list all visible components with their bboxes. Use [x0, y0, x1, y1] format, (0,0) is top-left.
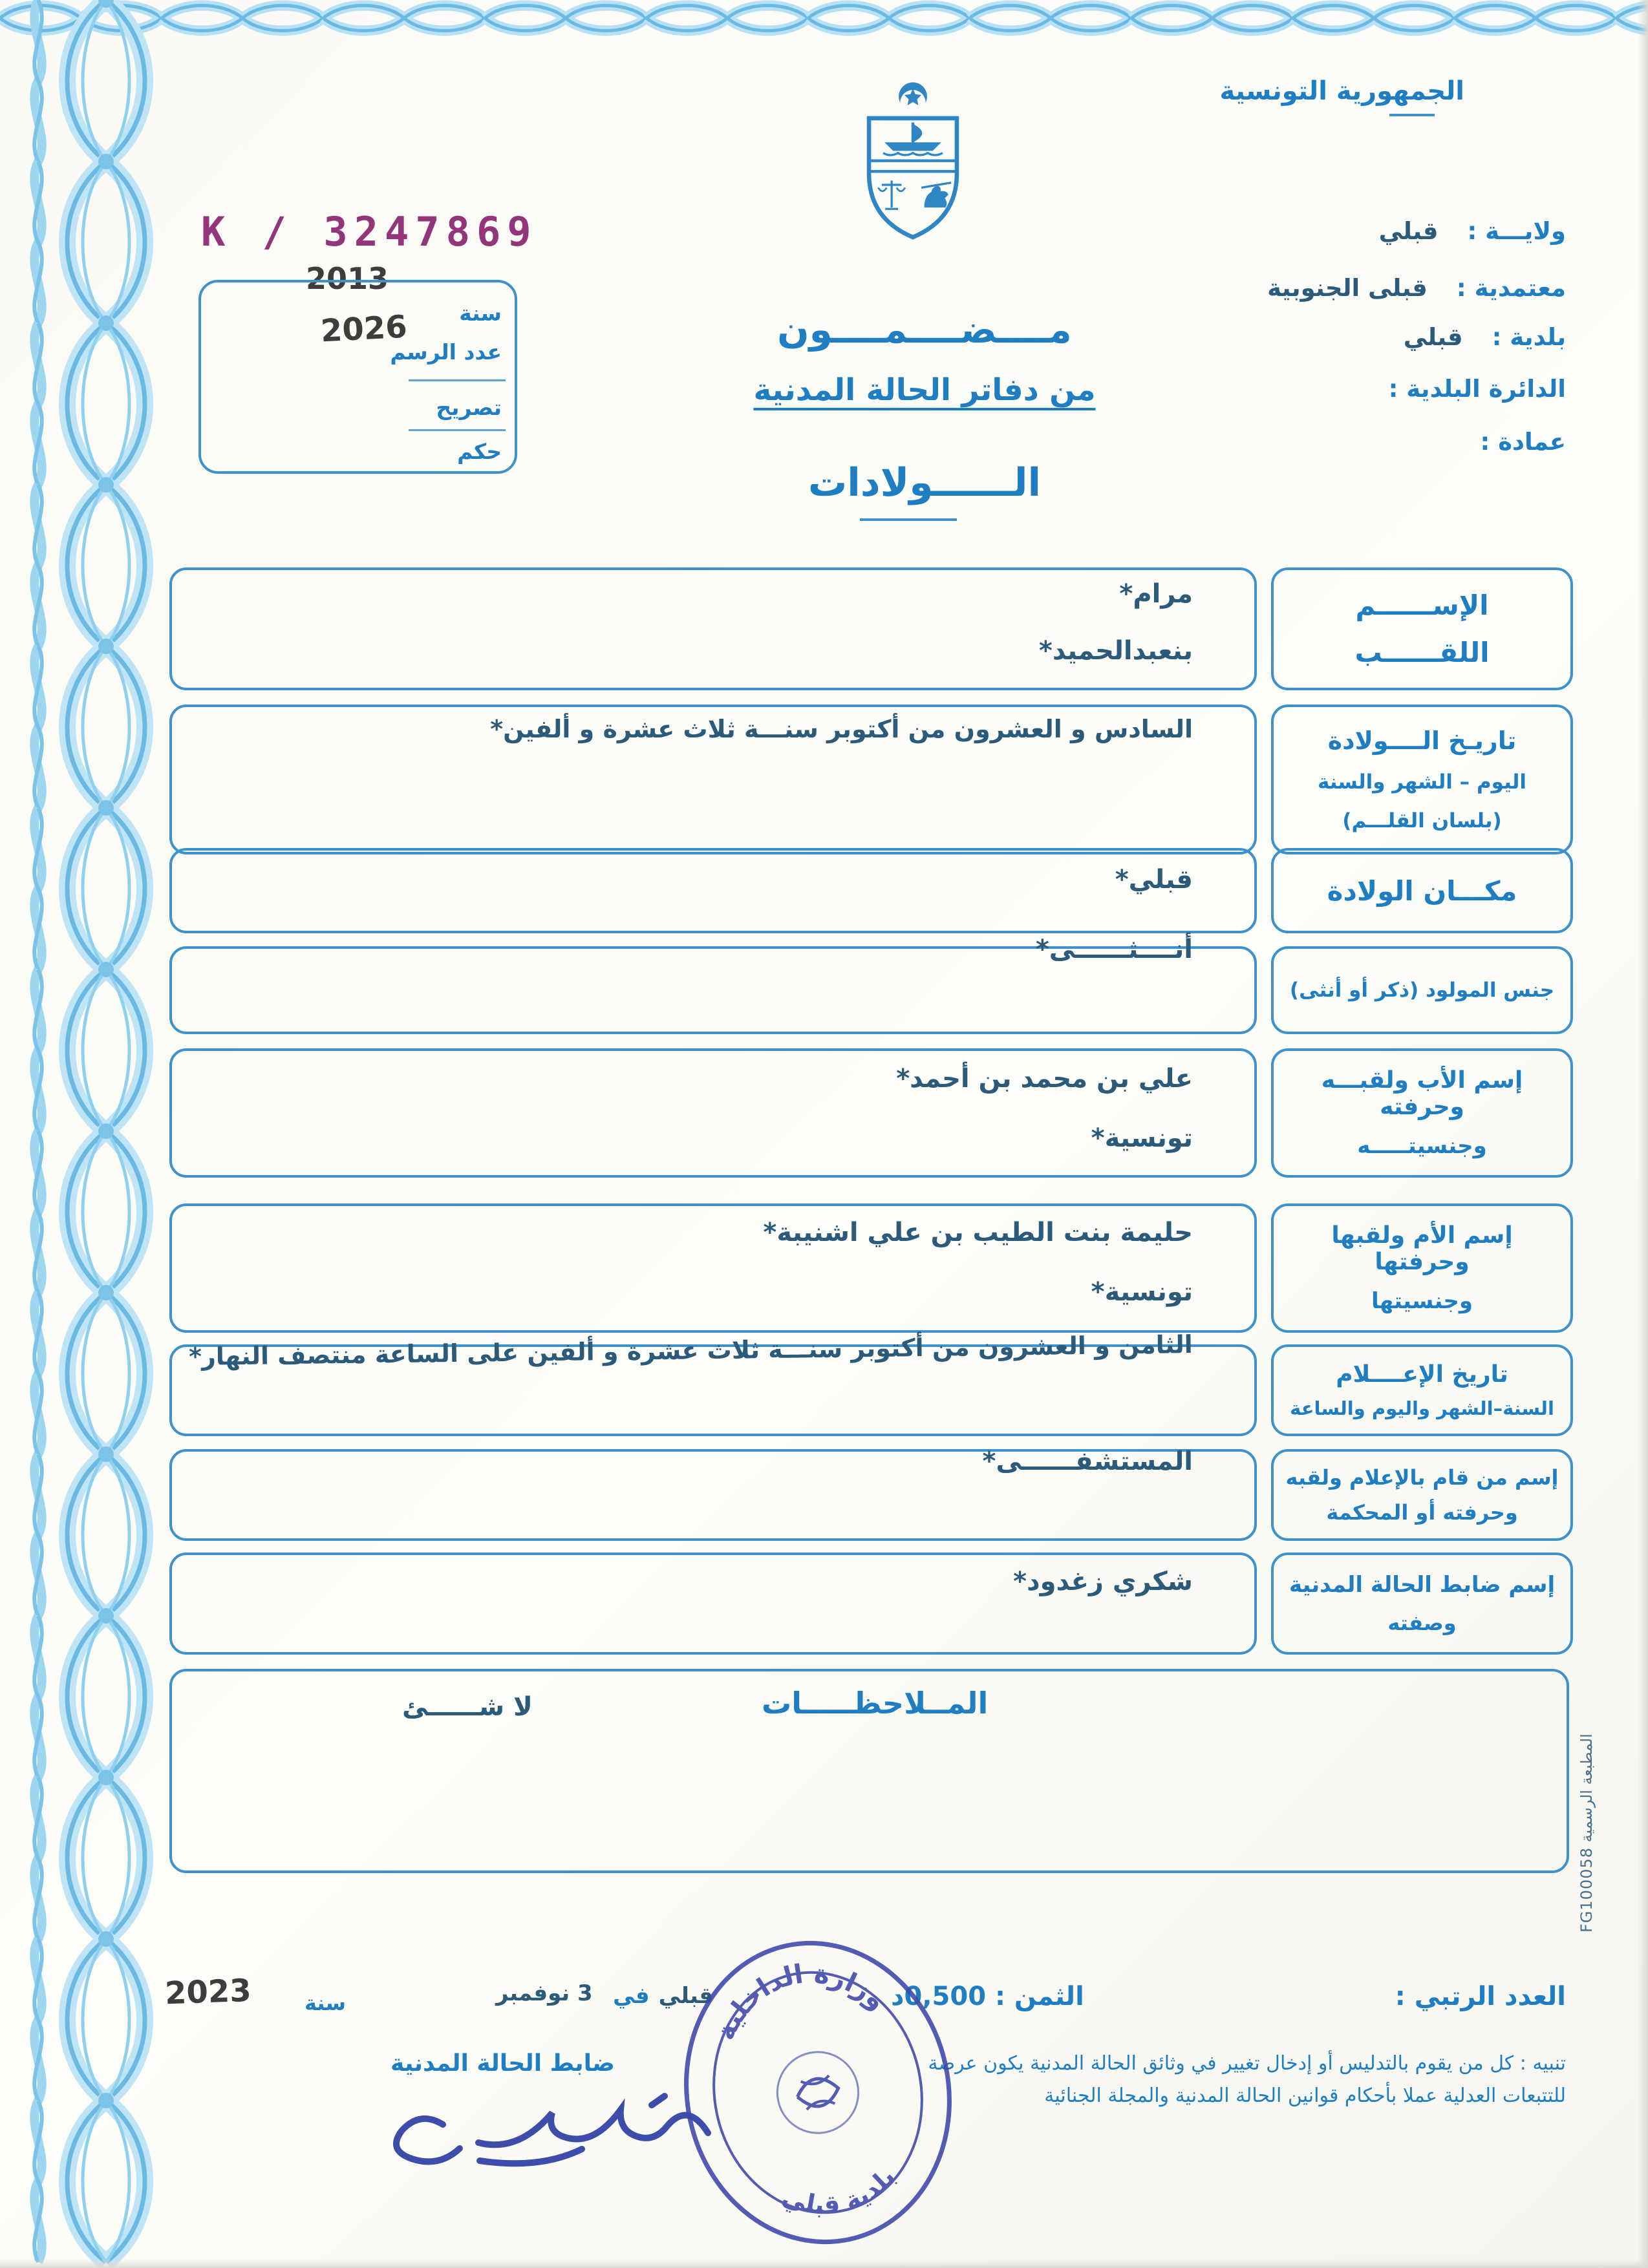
guilloche-left-border [9, 0, 171, 2268]
notify-date-label-cell [1271, 1344, 1573, 1436]
price-label: الثمن : 0,500د [891, 1982, 1084, 2011]
year-word-label: سنة [305, 1991, 346, 2015]
legal-warning-line2: للتتبعات العدلية عملا بأحكام قوانين الحالة المدنية والمجلة الجنائية [1044, 2084, 1566, 2107]
republic-title: الجمهورية التونسية [1219, 76, 1464, 106]
mother-name-label: إسم الأم ولقبها وحرفتها [1331, 1222, 1513, 1276]
delegation-row [1267, 274, 1566, 302]
officer-name-value: شكري زغدود* [1013, 1567, 1193, 1596]
officer-sublabel: وصفته [1387, 1611, 1457, 1635]
notifier-label: إسم من قام بالإعلام ولقبه [1285, 1465, 1559, 1490]
officer-label-cell [1271, 1553, 1573, 1655]
surname-value: بنعبدالحميد* [1038, 636, 1193, 666]
officer-signature [362, 2084, 724, 2194]
republic-underline [1389, 114, 1435, 116]
officer-signature-title: ضابط الحالة المدنية [391, 2050, 615, 2077]
father-nationality-value: تونسية* [1091, 1123, 1193, 1153]
stub-declaration-label: تصريح [436, 395, 502, 420]
guilloche-top-border [0, 0, 1648, 36]
municipality-label: بلدية : [1492, 323, 1566, 351]
first-name-value: مرام* [1119, 579, 1193, 609]
municipality-row [1404, 323, 1566, 351]
birth-date-label: تاريـخ الــــولادة [1327, 726, 1517, 755]
birth-place-label-cell [1271, 848, 1573, 933]
birth-date-value: السادس و العشرون من أكتوبر سنـــة ثلاث عشرة و ألفين* [490, 715, 1193, 743]
stub-year-label: سنة [459, 301, 502, 326]
notifier-value: المستشفــــــى* [982, 1447, 1193, 1476]
mother-nationality-value: تونسية* [1091, 1277, 1193, 1307]
municipality-value: قبلي [1403, 323, 1463, 351]
birth-place-value: قبلي* [1115, 865, 1193, 895]
name-value-cell [169, 567, 1257, 690]
notify-date-value: الثامن و العشرون من أكتوبر سنـــة ثلاث عشرة و ألفين على الساعة منتصف النهار* [189, 1330, 1193, 1371]
father-name-label: إسم الأب ولقبـــه وحرفته [1321, 1067, 1523, 1121]
officer-label: إسم ضابط الحالة المدنية [1289, 1572, 1556, 1598]
registry-stub-box [198, 280, 517, 474]
notify-date-sublabel: السنة–الشهر واليوم والساعة [1290, 1397, 1554, 1420]
in-word-label: في [613, 1983, 650, 2009]
notes-label: المــلاحظـــــات [762, 1686, 989, 1721]
legal-warning-line1: تنبيه : كل من يقوم بالتدليس أو إدخال تغيير في وثائق الحالة المدنية يكون عرضة [928, 2052, 1566, 2075]
father-label-cell [1271, 1048, 1573, 1178]
notifier-label-cell [1271, 1449, 1573, 1541]
serial-digits: 3247869 [323, 208, 538, 255]
first-name-label: الإســــــم [1355, 589, 1489, 621]
title-underline [860, 518, 957, 521]
surname-label: اللقــــــب [1354, 637, 1490, 668]
stub-judgment-label: حكم [457, 439, 502, 464]
mother-name-value: حليمة بنت الطيب بن علي اشنيبة* [763, 1218, 1193, 1247]
handwritten-year-2026: 2026 [319, 308, 408, 350]
title-line2: من دفاتر الحالة المدنية [753, 372, 1096, 408]
wilaya-label: ولايـــة : [1467, 217, 1566, 245]
notes-value: لا شــــــئ [402, 1692, 533, 1722]
wilaya-row [1379, 217, 1566, 245]
legal-warning [906, 2048, 1566, 2112]
title-line1: مــــضــــمــــون [777, 308, 1072, 352]
mother-label-cell [1271, 1203, 1573, 1333]
handwritten-year-2013: 2013 [306, 261, 389, 296]
sex-label-cell [1271, 946, 1573, 1034]
birth-place-label: مكـــان الولادة [1327, 874, 1517, 907]
birth-date-sublabel: اليوم – الشهر والسنة [1317, 770, 1527, 794]
notifier-sublabel: وحرفته أو المحكمة [1326, 1500, 1518, 1525]
sex-label: جنس المولود (ذكر أو أنثى) [1289, 979, 1555, 1002]
scan-edge-shadow-bottom [0, 2259, 1648, 2268]
stamp-bottom-text: بلدية قبلي [778, 2163, 902, 2220]
stub-divider-line [409, 429, 506, 431]
omda-label: عمادة : [1480, 428, 1566, 456]
svg-text:بلدية قبلي [773, 2159, 906, 2231]
birth-date-label-cell [1271, 705, 1573, 854]
father-name-value: علي بن محمد بن أحمد* [896, 1064, 1193, 1094]
title-line3: الــــــولادات [808, 460, 1042, 505]
wilaya-value: قبلي [1378, 217, 1439, 245]
date-value: 3 نوفمبر [496, 1980, 593, 2006]
notify-date-label: تاريخ الإعــــلام [1336, 1361, 1508, 1388]
place-value: قبلي [658, 1983, 714, 2009]
printing-house-reference: المطبعة الرسمية FG100058 [1578, 1733, 1596, 1933]
district-row [1389, 375, 1566, 403]
official-round-stamp [672, 1929, 963, 2256]
birth-place-value-cell [169, 848, 1257, 933]
birth-date-note-label: (بلسان القلـــم) [1342, 809, 1502, 832]
scan-edge-shadow-right [1638, 0, 1648, 2268]
tunisia-coat-of-arms-icon [840, 81, 985, 244]
handwritten-year-2023: 2023 [164, 1972, 252, 2012]
stamp-top-text: وزارة الداخلية [709, 1957, 893, 2045]
father-nationality-label: وجنسيتـــــه [1357, 1132, 1487, 1159]
stub-record-label: عدد الرسم [390, 339, 502, 365]
name-label-cell [1271, 567, 1573, 690]
serial-prefix: K / [201, 208, 293, 255]
mother-nationality-label: وجنسيتها [1371, 1288, 1473, 1314]
order-number-label: العدد الرتبي : [1395, 1982, 1566, 2011]
sex-value: أنــــثــــــى* [1035, 935, 1193, 964]
serial-number [201, 208, 538, 255]
district-label: الدائرة البلدية : [1388, 375, 1566, 403]
stub-divider-line [409, 379, 506, 381]
delegation-value: قبلى الجنوبية [1267, 274, 1428, 302]
omda-row [1481, 428, 1566, 456]
delegation-label: معتمدية : [1456, 274, 1566, 302]
